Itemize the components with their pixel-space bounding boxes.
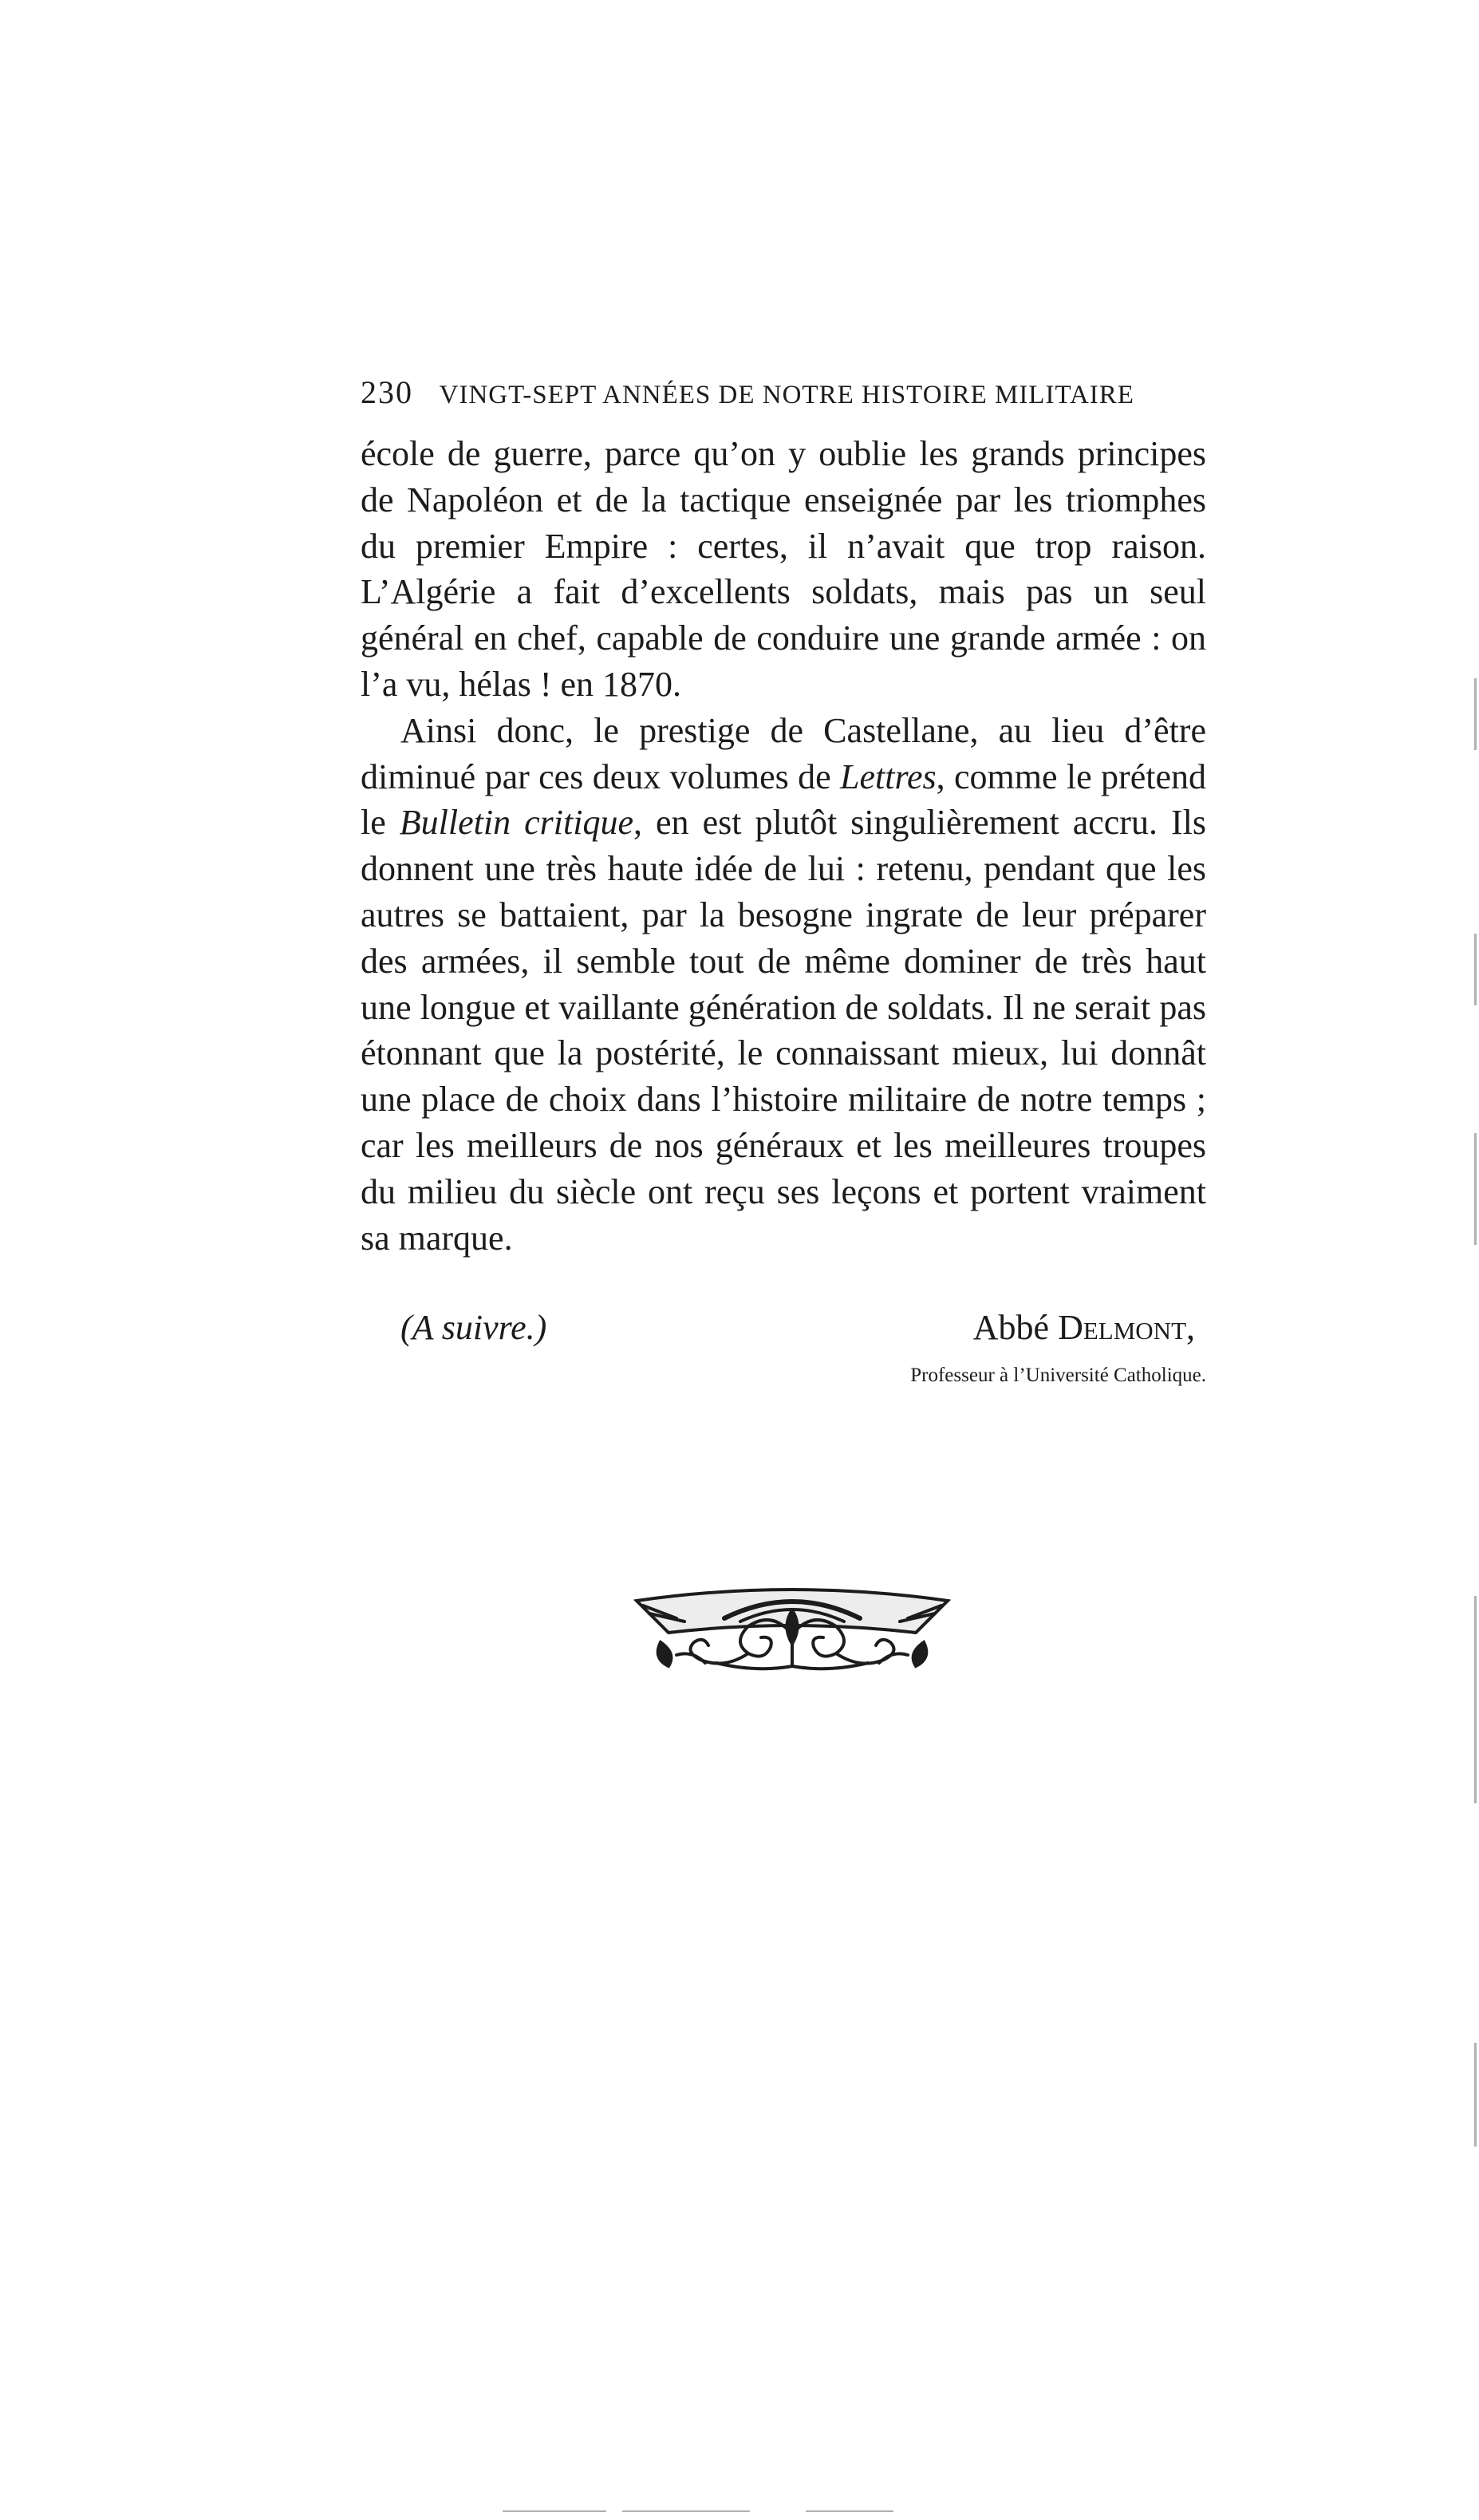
author-affiliation: Professeur à l’Université Catholique. bbox=[910, 1365, 1206, 1386]
paragraph-2-part-2: , comme le prétend le bbox=[361, 756, 1206, 843]
signature-row bbox=[361, 1307, 1206, 1355]
scan-edge-mark bbox=[1474, 934, 1477, 1005]
scan-edge-mark bbox=[806, 2510, 893, 2512]
scan-edge-mark bbox=[1474, 1133, 1477, 1245]
scan-edge-mark bbox=[1474, 678, 1477, 750]
italic-bulletin-critique: Bulletin critique bbox=[399, 803, 633, 843]
running-title: VINGT-SEPT ANNÉES DE NOTRE HISTOIRE MILITAIRE bbox=[439, 381, 1134, 409]
scan-edge-mark bbox=[1474, 2043, 1477, 2147]
scan-edge-mark bbox=[622, 2510, 750, 2512]
author-prefix: Abbé bbox=[972, 1308, 1059, 1347]
paragraph-1: école de guerre, parce qu’on y oublie les grands principes de Napoléon et de la tactique enseignée par les triomphes du premier Empire : certes, il n’avait que trop raison. L’Algérie a fait d’excellents soldats, mais pas un seul général en chef, capable de conduire une grande armée : on l’a vu, hélas ! en 1870. bbox=[361, 434, 1206, 704]
author-signature bbox=[973, 1307, 1195, 1348]
running-head bbox=[361, 373, 1206, 411]
italic-lettres: Lettres bbox=[840, 756, 937, 796]
body-text bbox=[361, 431, 1206, 1261]
ornament-icon bbox=[629, 1586, 956, 1674]
to-follow-note: (A suivre.) bbox=[400, 1308, 547, 1347]
author-name: Delmont, bbox=[1058, 1308, 1195, 1347]
paragraph-2-part-1: Ainsi donc, le prestige de Castellane, au lieu d’être diminué par ces deux volumes de bbox=[361, 710, 1206, 796]
scan-edge-mark bbox=[503, 2510, 606, 2512]
paragraph-2-part-3: , en est plutôt singulièrement accru. Ils donnent une très haute idée de lui : retenu, pendant que les autres se battaient, par la besogne ingrate de leur préparer des armées, il semble tout de même dominer de très haut une longue et vaillante génération de soldats. Il ne serait pas étonnant que la postérité, le connaissant mieux, lui donnât une place de choix dans l’histoire militaire de notre temps ; car les meilleurs de nos généraux et les meilleures troupes du milieu du siècle ont reçu ses leçons et portent vraiment sa marque. bbox=[361, 803, 1206, 1258]
scan-edge-mark bbox=[1474, 1596, 1477, 1803]
paragraph-2 bbox=[361, 708, 1206, 1262]
page-number: 230 bbox=[361, 374, 413, 410]
